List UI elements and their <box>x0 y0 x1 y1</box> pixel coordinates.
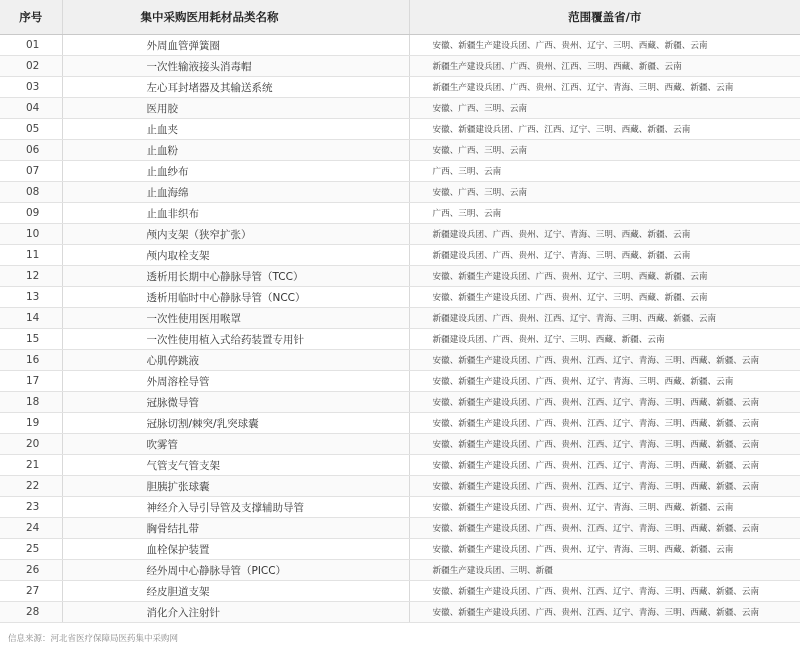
header-category <box>62 0 409 35</box>
row-index: 26 <box>0 560 62 581</box>
row-index: 09 <box>0 203 62 224</box>
row-category-name: 左心耳封堵器及其输送系统 <box>62 77 409 98</box>
row-index: 08 <box>0 182 62 203</box>
table-body <box>0 35 800 623</box>
row-index: 24 <box>0 518 62 539</box>
row-category-name: 吹雾管 <box>62 434 409 455</box>
row-coverage: 安徽、新疆建设兵团、广西、江西、辽宁、三明、西藏、新疆、云南 <box>409 119 800 140</box>
row-index: 16 <box>0 350 62 371</box>
row-coverage: 安徽、新疆生产建设兵团、广西、贵州、辽宁、青海、三明、西藏、新疆、云南 <box>409 371 800 392</box>
table-row <box>0 245 800 266</box>
row-coverage: 安徽、新疆生产建设兵团、广西、贵州、江西、辽宁、青海、三明、西藏、新疆、云南 <box>409 350 800 371</box>
source-footnote: 信息来源：河北省医疗保障局医药集中采购网 <box>8 634 179 644</box>
row-coverage: 新疆建设兵团、广西、贵州、江西、辽宁、青海、三明、西藏、新疆、云南 <box>409 308 800 329</box>
row-index: 25 <box>0 539 62 560</box>
row-coverage: 安徽、新疆生产建设兵团、广西、贵州、江西、辽宁、青海、三明、西藏、新疆、云南 <box>409 413 800 434</box>
row-index: 03 <box>0 77 62 98</box>
header-index: 序号 <box>0 0 62 35</box>
row-coverage: 安徽、新疆生产建设兵团、广西、贵州、辽宁、三明、西藏、新疆、云南 <box>409 35 800 56</box>
table-row <box>0 98 800 119</box>
row-index: 20 <box>0 434 62 455</box>
header-row <box>0 0 800 35</box>
row-category-name: 外周溶栓导管 <box>62 371 409 392</box>
row-category-name: 颅内取栓支架 <box>62 245 409 266</box>
table-row <box>0 434 800 455</box>
table-row <box>0 308 800 329</box>
row-coverage: 新疆生产建设兵团、三明、新疆 <box>409 560 800 581</box>
row-coverage: 安徽、广西、三明、云南 <box>409 98 800 119</box>
table-row <box>0 182 800 203</box>
row-coverage: 新疆生产建设兵团、广西、贵州、江西、辽宁、青海、三明、西藏、新疆、云南 <box>409 77 800 98</box>
row-category-name: 止血粉 <box>62 140 409 161</box>
table-row <box>0 539 800 560</box>
row-index: 12 <box>0 266 62 287</box>
row-category-name: 神经介入导引导管及支撑辅助导管 <box>62 497 409 518</box>
table-row <box>0 476 800 497</box>
row-coverage: 安徽、新疆生产建设兵团、广西、贵州、江西、辽宁、青海、三明、西藏、新疆、云南 <box>409 581 800 602</box>
row-category-name: 止血夹 <box>62 119 409 140</box>
row-category-name: 消化介入注射针 <box>62 602 409 623</box>
table-row <box>0 329 800 350</box>
row-coverage: 安徽、新疆生产建设兵团、广西、贵州、江西、辽宁、青海、三明、西藏、新疆、云南 <box>409 434 800 455</box>
row-index: 22 <box>0 476 62 497</box>
row-category-name: 颅内支架（狭窄扩张） <box>62 224 409 245</box>
row-index: 19 <box>0 413 62 434</box>
row-index: 23 <box>0 497 62 518</box>
row-coverage: 安徽、新疆生产建设兵团、广西、贵州、辽宁、青海、三明、西藏、新疆、云南 <box>409 539 800 560</box>
row-index: 13 <box>0 287 62 308</box>
row-index: 18 <box>0 392 62 413</box>
table-row <box>0 413 800 434</box>
row-index: 04 <box>0 98 62 119</box>
row-index: 01 <box>0 35 62 56</box>
row-coverage: 安徽、新疆生产建设兵团、广西、贵州、江西、辽宁、青海、三明、西藏、新疆、云南 <box>409 518 800 539</box>
row-category-name: 胆胰扩张球囊 <box>62 476 409 497</box>
table-row <box>0 392 800 413</box>
row-category-name: 心肌停跳液 <box>62 350 409 371</box>
row-coverage: 广西、三明、云南 <box>409 161 800 182</box>
table-row <box>0 350 800 371</box>
table-row <box>0 518 800 539</box>
row-category-name: 外周血管弹簧圈 <box>62 35 409 56</box>
table-row <box>0 224 800 245</box>
row-coverage: 安徽、新疆生产建设兵团、广西、贵州、江西、辽宁、青海、三明、西藏、新疆、云南 <box>409 392 800 413</box>
row-category-name: 一次性使用医用喉罩 <box>62 308 409 329</box>
table-row <box>0 581 800 602</box>
table-row <box>0 161 800 182</box>
table-row <box>0 497 800 518</box>
header-coverage: 范围覆盖省/市 <box>409 0 800 35</box>
row-category-name: 经外周中心静脉导管（PICC） <box>62 560 409 581</box>
row-coverage: 安徽、新疆生产建设兵团、广西、贵州、江西、辽宁、青海、三明、西藏、新疆、云南 <box>409 455 800 476</box>
row-coverage: 安徽、新疆生产建设兵团、广西、贵州、辽宁、青海、三明、西藏、新疆、云南 <box>409 497 800 518</box>
row-index: 27 <box>0 581 62 602</box>
header-category-label: 集中采购医用耗材品类名称 <box>140 10 279 24</box>
row-category-name: 透析用临时中心静脉导管（NCC） <box>62 287 409 308</box>
row-index: 14 <box>0 308 62 329</box>
row-category-name: 经皮胆道支架 <box>62 581 409 602</box>
table-row <box>0 119 800 140</box>
row-category-name: 冠脉微导管 <box>62 392 409 413</box>
table-row <box>0 371 800 392</box>
row-coverage: 安徽、广西、三明、云南 <box>409 140 800 161</box>
row-coverage: 新疆建设兵团、广西、贵州、辽宁、三明、西藏、新疆、云南 <box>409 329 800 350</box>
row-coverage: 新疆建设兵团、广西、贵州、辽宁、青海、三明、西藏、新疆、云南 <box>409 245 800 266</box>
row-coverage: 安徽、新疆生产建设兵团、广西、贵州、江西、辽宁、青海、三明、西藏、新疆、云南 <box>409 602 800 623</box>
row-category-name: 止血纱布 <box>62 161 409 182</box>
row-coverage: 广西、三明、云南 <box>409 203 800 224</box>
table-row <box>0 203 800 224</box>
row-category-name: 冠脉切割/棘突/乳突球囊 <box>62 413 409 434</box>
row-category-name: 透析用长期中心静脉导管（TCC） <box>62 266 409 287</box>
row-category-name: 气管支气管支架 <box>62 455 409 476</box>
row-index: 02 <box>0 56 62 77</box>
row-category-name: 一次性使用植入式给药装置专用针 <box>62 329 409 350</box>
row-index: 28 <box>0 602 62 623</box>
row-category-name: 医用胶 <box>62 98 409 119</box>
row-index: 07 <box>0 161 62 182</box>
table-row <box>0 35 800 56</box>
row-index: 15 <box>0 329 62 350</box>
row-index: 10 <box>0 224 62 245</box>
table-row <box>0 140 800 161</box>
row-category-name: 止血非织布 <box>62 203 409 224</box>
row-index: 05 <box>0 119 62 140</box>
table-row <box>0 455 800 476</box>
table-row <box>0 77 800 98</box>
table-header <box>0 0 800 35</box>
row-coverage: 安徽、新疆生产建设兵团、广西、贵州、辽宁、三明、西藏、新疆、云南 <box>409 287 800 308</box>
table-row <box>0 287 800 308</box>
row-category-name: 一次性输液接头消毒帽 <box>62 56 409 77</box>
row-coverage: 新疆生产建设兵团、广西、贵州、江西、三明、西藏、新疆、云南 <box>409 56 800 77</box>
row-index: 17 <box>0 371 62 392</box>
row-coverage: 新疆建设兵团、广西、贵州、辽宁、青海、三明、西藏、新疆、云南 <box>409 224 800 245</box>
table-row <box>0 602 800 623</box>
row-category-name: 胸骨结扎带 <box>62 518 409 539</box>
row-category-name: 止血海绵 <box>62 182 409 203</box>
row-coverage: 安徽、新疆生产建设兵团、广西、贵州、江西、辽宁、青海、三明、西藏、新疆、云南 <box>409 476 800 497</box>
row-index: 06 <box>0 140 62 161</box>
row-index: 21 <box>0 455 62 476</box>
table-row <box>0 56 800 77</box>
row-category-name: 血栓保护装置 <box>62 539 409 560</box>
table-row <box>0 266 800 287</box>
row-coverage: 安徽、广西、三明、云南 <box>409 182 800 203</box>
row-index: 11 <box>0 245 62 266</box>
row-coverage: 安徽、新疆生产建设兵团、广西、贵州、辽宁、三明、西藏、新疆、云南 <box>409 266 800 287</box>
table-row <box>0 560 800 581</box>
